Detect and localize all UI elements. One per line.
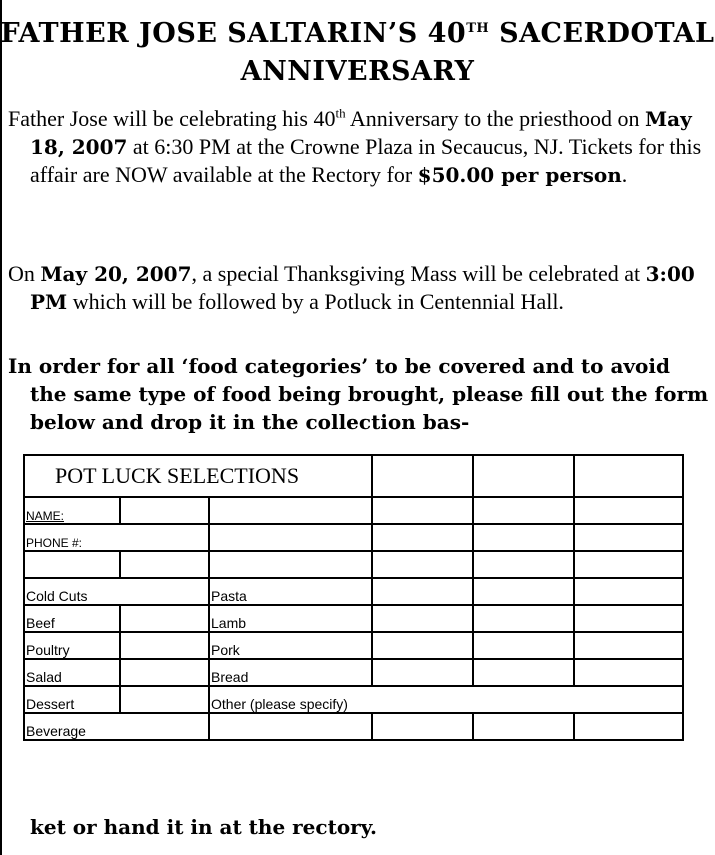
beef-option[interactable]: Beef bbox=[24, 605, 120, 632]
form-row-dessert bbox=[24, 686, 683, 713]
form-cell[interactable] bbox=[209, 713, 372, 740]
beverage-option[interactable]: Beverage bbox=[24, 713, 209, 740]
form-cell[interactable] bbox=[372, 524, 473, 551]
form-cell[interactable] bbox=[120, 686, 209, 713]
form-cell[interactable] bbox=[473, 551, 574, 578]
form-cell[interactable] bbox=[120, 605, 209, 632]
form-cell[interactable] bbox=[120, 632, 209, 659]
page-title-line2: ANNIVERSARY bbox=[240, 56, 475, 87]
form-cell[interactable] bbox=[372, 713, 473, 740]
form-cell[interactable] bbox=[574, 497, 683, 524]
form-cell[interactable] bbox=[473, 455, 574, 497]
form-cell[interactable] bbox=[209, 497, 372, 524]
bread-option[interactable]: Bread bbox=[209, 659, 372, 686]
pork-option[interactable]: Pork bbox=[209, 632, 372, 659]
mass-paragraph: On May 20, 2007, a special Thanksgiving Mass will be celebrated at 3:00 PM which will be followed by a Potluck in Centennial Hall. bbox=[8, 261, 695, 314]
form-cell[interactable] bbox=[372, 578, 473, 605]
form-cell[interactable] bbox=[372, 632, 473, 659]
form-row-beverage bbox=[24, 713, 683, 740]
phone-label[interactable]: PHONE #: bbox=[24, 524, 209, 551]
form-cell[interactable] bbox=[24, 551, 120, 578]
form-cell[interactable] bbox=[473, 524, 574, 551]
form-cell[interactable] bbox=[574, 605, 683, 632]
name-label: NAME: bbox=[24, 497, 120, 524]
name-field[interactable] bbox=[120, 497, 209, 524]
form-cell[interactable] bbox=[473, 578, 574, 605]
form-cell[interactable] bbox=[473, 659, 574, 686]
form-cell[interactable] bbox=[473, 713, 574, 740]
form-cell[interactable] bbox=[372, 605, 473, 632]
form-cell[interactable] bbox=[372, 497, 473, 524]
form-row-poultry bbox=[24, 632, 683, 659]
form-cell[interactable] bbox=[473, 497, 574, 524]
form-row-salad bbox=[24, 659, 683, 686]
form-cell[interactable] bbox=[372, 659, 473, 686]
form-cell[interactable] bbox=[120, 551, 209, 578]
dessert-option[interactable]: Dessert bbox=[24, 686, 120, 713]
form-cell[interactable] bbox=[574, 524, 683, 551]
other-option[interactable]: Other (please specify) bbox=[209, 686, 683, 713]
form-caption: POT LUCK SELECTIONS bbox=[24, 455, 372, 497]
form-cell[interactable] bbox=[209, 551, 372, 578]
form-cell[interactable] bbox=[574, 713, 683, 740]
poultry-option[interactable]: Poultry bbox=[24, 632, 120, 659]
form-row-coldcuts bbox=[24, 578, 683, 605]
form-row-phone bbox=[24, 524, 683, 551]
form-cell[interactable] bbox=[574, 659, 683, 686]
footer-text: ket or hand it in at the rectory. bbox=[30, 815, 377, 839]
form-cell[interactable] bbox=[372, 551, 473, 578]
potluck-form-table bbox=[23, 454, 684, 741]
instructions-paragraph: In order for all ‘food categories’ to be covered and to avoid the same type of food being brought, please fill out the form below and drop it in the collection bas- bbox=[8, 354, 709, 434]
form-cell[interactable] bbox=[209, 524, 372, 551]
page-title-line1: FATHER JOSE SALTARIN’S 40TH SACERDOTAL bbox=[0, 18, 715, 49]
form-cell[interactable] bbox=[473, 605, 574, 632]
form-cell[interactable] bbox=[372, 455, 473, 497]
form-row-blank bbox=[24, 551, 683, 578]
form-cell[interactable] bbox=[473, 632, 574, 659]
announcement-paragraph: Father Jose will be celebrating his 40th Anniversary to the priesthood on May 18, 2007 at 6:30 PM at the Crowne Plaza in Secaucus, NJ. Tickets for this affair are NOW available at the Rectory for $50.00 per person. bbox=[8, 105, 702, 187]
form-row-name bbox=[24, 497, 683, 524]
lamb-option[interactable]: Lamb bbox=[209, 605, 372, 632]
salad-option[interactable]: Salad bbox=[24, 659, 120, 686]
cold-cuts-option[interactable]: Cold Cuts bbox=[24, 578, 209, 605]
form-caption-row bbox=[24, 455, 683, 497]
form-cell[interactable] bbox=[574, 551, 683, 578]
form-cell[interactable] bbox=[574, 578, 683, 605]
form-cell[interactable] bbox=[574, 632, 683, 659]
form-cell[interactable] bbox=[120, 659, 209, 686]
form-cell[interactable] bbox=[574, 455, 683, 497]
pasta-option[interactable]: Pasta bbox=[209, 578, 372, 605]
form-row-beef bbox=[24, 605, 683, 632]
